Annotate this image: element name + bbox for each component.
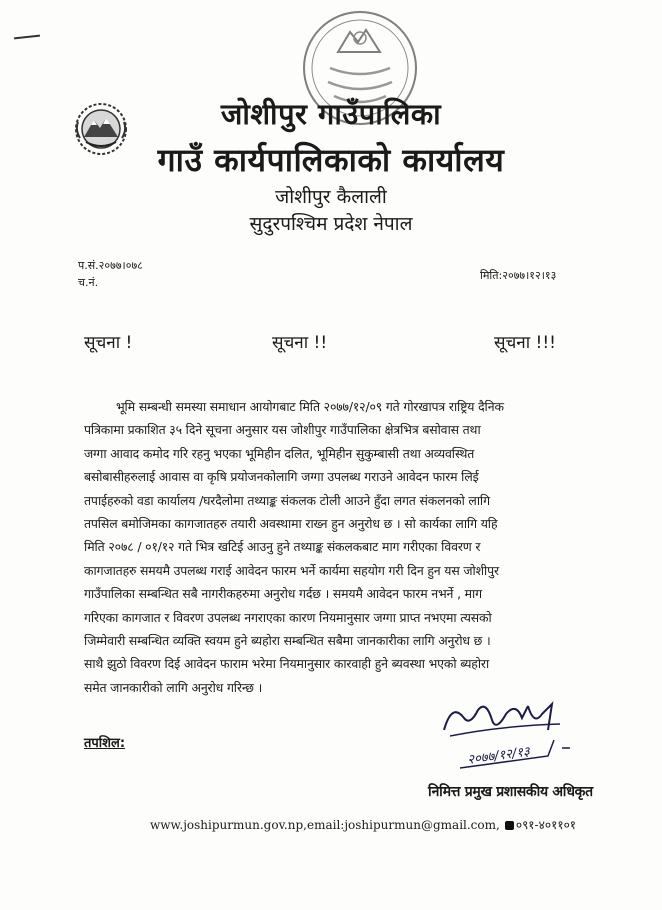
letterhead-municipality-name: जोशीपुर गाउँपालिका xyxy=(220,97,442,131)
body-line: साथै झुठो विवरण दिई आवेदन फाराम भरेमा नियमानुसार कारवाही हुने ब्यवस्था भएको ब्यहोरा xyxy=(84,656,490,672)
letterhead-office-name: गाउँ कार्यपालिकाको कार्यालय xyxy=(157,141,505,179)
footer-web-email: www.joshipurmun.gov.np,email:joshipurmun@gmail.com, xyxy=(150,818,500,832)
body-line: भूमि सम्बन्धी समस्या समाधान आयोगबाट मिति २०७७/१२/०९ गते गोरखापत्र राष्ट्रिय दैनिक xyxy=(116,399,504,414)
phone-icon xyxy=(505,821,514,830)
body-line: जिम्मेवारी सम्बन्धित व्यक्ति स्वयम हुने ब्यहोरा सम्बन्धित सबैमा जानकारीका लागि अनुरोध छ । xyxy=(84,632,491,648)
notice-heading-2: सूचना !! xyxy=(272,333,328,353)
body-line: मिति २०७८ / ०१/१२ गते भित्र खटिई आउनु हुने तथ्याङ्क संकलकबाट माग गरीएका विवरण र xyxy=(84,539,481,555)
scan-edge-mark xyxy=(14,35,40,40)
footer-contact xyxy=(150,816,576,833)
body-line: बसोबासीहरुलाई आवास वा कृषि प्रयोजनकोलागि जग्गा उपलब्ध गराउने आवेदन फारम लिई xyxy=(84,469,479,485)
body-line: तपाईहरुको वडा कार्यालय /घरदैलोमा तथ्याङ्क संकलक टोली आउने हुँदा लगत संकलनको लागि xyxy=(84,492,490,508)
body-line: गाउँपालिका सम्बन्धित सबै नागरीकहरुमा अनुरोध गर्दछ । समयमै आवेदन फारम नभर्ने , माग xyxy=(84,586,482,602)
notice-heading-3: सूचना !!! xyxy=(494,333,556,353)
body-line: तपसिल बमोजिमका कागजातहरु तयारी अवस्थामा राख्न हुन अनुरोध छ । सो कार्यका लागि यहि xyxy=(84,515,498,531)
notice-heading-1: सूचना ! xyxy=(84,333,133,353)
footer-phone: ०९१-४०११०१ xyxy=(515,818,577,832)
signatory-title: निमित्त प्रमुख प्रशासकीय अधिकृत xyxy=(428,784,593,800)
body-line: समेत जानकारीको लागि अनुरोध गरिन्छ । xyxy=(84,679,263,695)
handwritten-signature xyxy=(430,696,580,778)
tapsil-label: तपशिल: xyxy=(84,736,126,751)
svg-text:२०७७/१२/१३: २०७७/१२/१३ xyxy=(466,744,531,768)
body-line: जग्गा आवाद कमोद गरि रहनु भएका भूमिहीन दलित, भूमिहीन सुकुम्बासी तथा अव्यवस्थित xyxy=(84,445,475,461)
notice-body xyxy=(84,395,586,699)
letterhead-province: सुदुरपश्चिम प्रदेश नेपाल xyxy=(249,213,413,235)
dispatch-number: च.नं. xyxy=(78,276,99,289)
letter-number: प.सं.२०७७।०७८ xyxy=(78,259,143,272)
body-line: गरिएका कागजात र विवरण उपलब्ध नगराएका कारण नियमानुसार जग्गा प्राप्त नभएमा त्यसको xyxy=(84,609,492,625)
letter-date: मिति:२०७७।१२।१३ xyxy=(480,269,557,282)
body-line: पत्रिकामा प्रकाशित ३५ दिने सूचना अनुसार यस जोशीपुर गाउँपालिका क्षेत्रभित्र बसोवास तथा xyxy=(84,422,481,438)
body-line: कागजातहरु समयमै उपलब्ध गराई आवेदन फारम भर्ने कार्यमा सहयोग गरी दिन हुन यस जोशीपुर xyxy=(84,562,499,578)
letterhead-location: जोशीपुर कैलाली xyxy=(275,186,387,208)
